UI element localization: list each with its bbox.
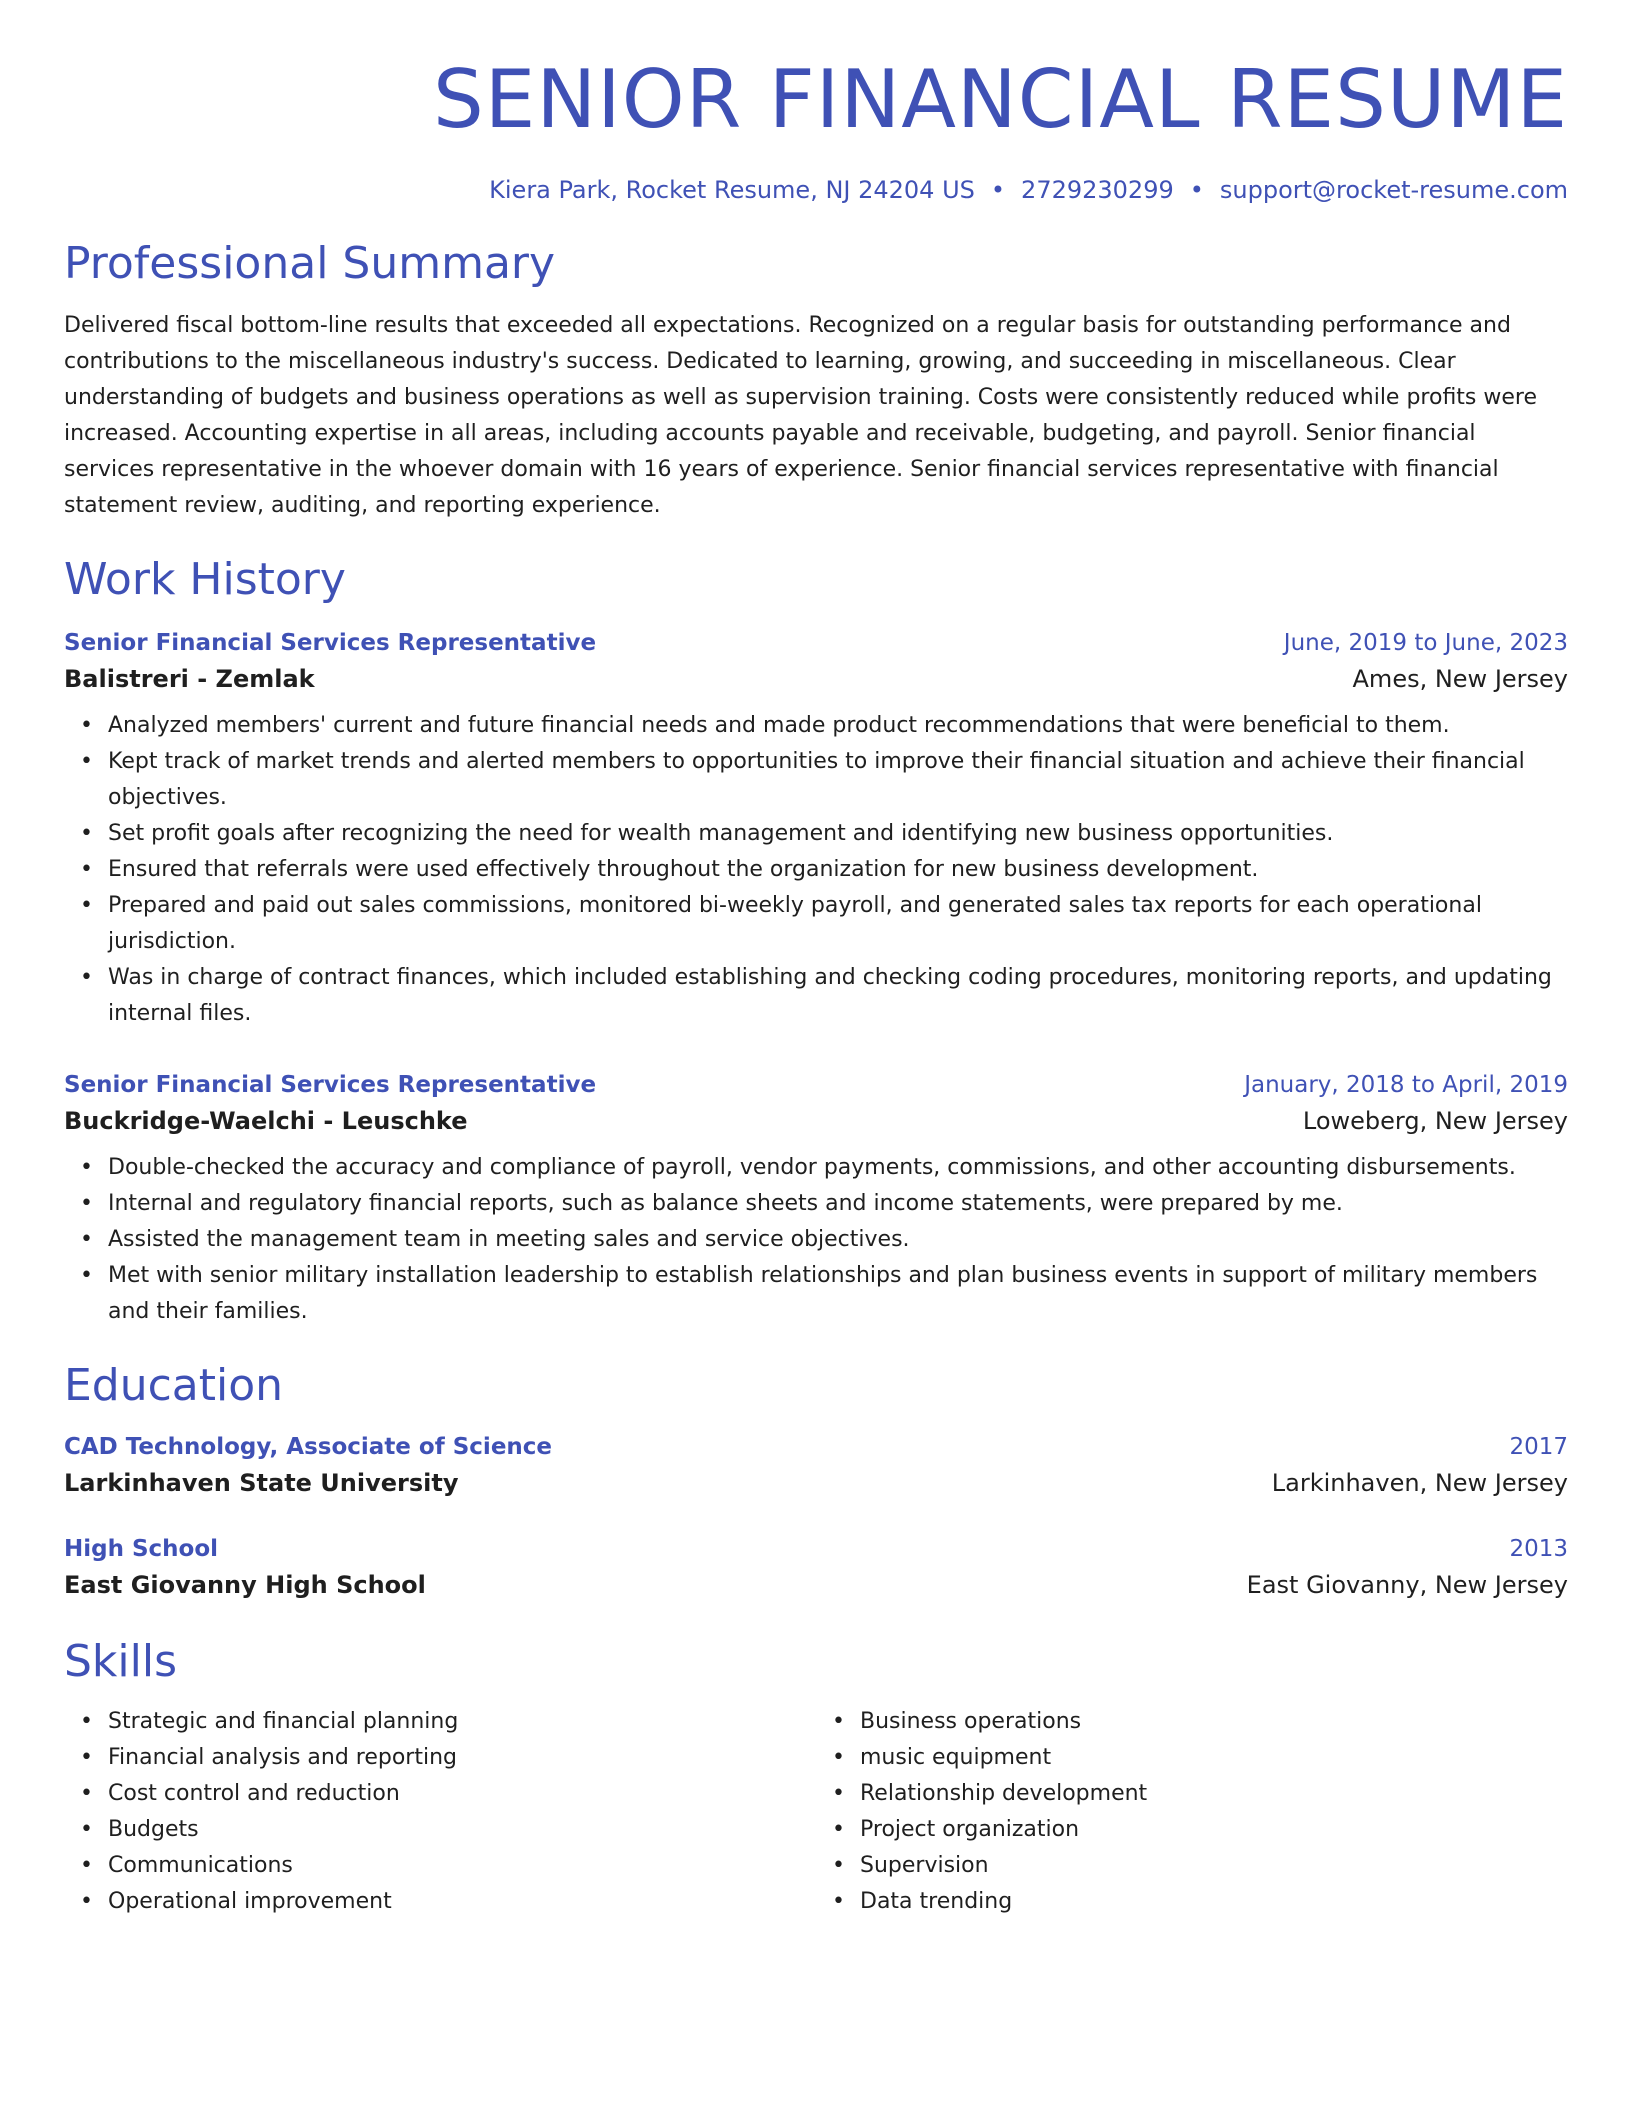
skill-text: Data trending [860,1889,1013,1914]
bullet-icon: • [80,893,93,918]
list-item [64,1258,1568,1330]
contact-line [64,174,1568,206]
bullet-icon: • [832,1781,845,1806]
bullet-icon: • [80,1889,93,1914]
bullet-icon: • [80,1853,93,1878]
bullet-icon: • [832,1709,845,1734]
job-title-row [64,1068,1568,1102]
bullet-icon: • [832,1853,845,1878]
contact-email: support@rocket-resume.com [1219,176,1568,204]
bullet-icon: • [80,857,93,882]
document-title: SENIOR FINANCIAL RESUME [433,53,1568,146]
degree-row [64,1430,1568,1464]
job-company: Buckridge-Waelchi - Leuschke [64,1107,468,1135]
job-dates: January, 2018 to April, 2019 [1244,1072,1568,1098]
contact-address: Kiera Park, Rocket Resume, NJ 24204 US [489,176,975,204]
job-dates: June, 2019 to June, 2023 [1283,630,1568,656]
section-heading-skills: Skills [64,1636,178,1687]
job-title: Senior Financial Services Representative [64,630,597,656]
skill-text: Cost control and reduction [108,1781,400,1806]
skills-column-left [64,1704,816,1920]
section-heading-summary: Professional Summary [64,238,556,289]
skill-text: Communications [108,1853,293,1878]
education-section [64,1358,1568,1604]
work-history-section [64,552,1568,1330]
bullet-icon: • [80,1745,93,1770]
list-item [64,1186,1568,1222]
bullet-icon: • [832,1817,845,1842]
job-entry [64,1068,1568,1330]
summary-text: Delivered fiscal bottom-line results that exceeded all expectations. Recognized on a regular basis for outstanding performance and contributions to the miscellaneous industry's success. Dedicated to learning, growing, and succeeding in miscellaneous. Clear understanding of budgets and business operations as well as supervision training. Costs were consistently reduced while profits were increased. Accounting expertise in all areas, including accounts payable and receivable, budgeting, and payroll. Senior financial services representative in the whoever domain with 16 years of experience. Senior financial services representative with financial statement review, auditing, and reporting experience. [64,313,1538,518]
job-location: Ames, New Jersey [1352,665,1568,693]
section-heading-education: Education [64,1360,284,1411]
bullet-icon: • [80,821,93,846]
list-item [816,1740,1568,1776]
contact-phone: 2729230299 [1021,176,1174,204]
bullet-icon: • [832,1745,845,1770]
job-entry [64,626,1568,1032]
skill-text: Financial analysis and reporting [108,1745,457,1770]
school-row [64,1566,1568,1604]
bullet-icon: • [80,713,93,738]
list-item-text: Was in charge of contract finances, which included establishing and checking coding procedures, monitoring reports, and updating internal files. [108,965,1552,1026]
school-location: Larkinhaven, New Jersey [1271,1469,1568,1497]
bullet-icon: • [80,749,93,774]
school-row [64,1464,1568,1502]
skills-section [64,1634,1568,1920]
job-duties-list [64,708,1568,1032]
list-item [816,1704,1568,1740]
education-entry [64,1532,1568,1604]
contact-separator: • [1189,176,1204,204]
list-item-text: Set profit goals after recognizing the need for wealth management and identifying new business opportunities. [108,821,1334,846]
list-item-text: Met with senior military installation leadership to establish relationships and plan business events in support of military members and their families. [108,1263,1538,1324]
school-name: Larkinhaven State University [64,1469,459,1497]
skill-text: music equipment [860,1745,1052,1770]
job-duties-list [64,1150,1568,1330]
section-heading-work-history: Work History [64,554,346,605]
skill-text: Budgets [108,1817,199,1842]
school-name: East Giovanny High School [64,1571,426,1599]
bullet-icon: • [80,1263,93,1288]
skill-text: Project organization [860,1817,1080,1842]
list-item [64,852,1568,888]
degree-row [64,1532,1568,1566]
skill-text: Strategic and financial planning [108,1709,459,1734]
bullet-icon: • [80,1781,93,1806]
summary-section [64,236,1568,524]
bullet-icon: • [80,1191,93,1216]
list-item [64,708,1568,744]
list-item [64,1848,816,1884]
school-location: East Giovanny, New Jersey [1246,1571,1568,1599]
skills-column-right [816,1704,1568,1920]
skill-text: Supervision [860,1853,989,1878]
graduation-year: 2017 [1509,1434,1568,1460]
job-title: Senior Financial Services Representative [64,1072,597,1098]
bullet-icon: • [80,1155,93,1180]
skill-text: Relationship development [860,1781,1148,1806]
resume-header [64,52,1568,206]
list-item [64,1150,1568,1186]
list-item [64,1740,816,1776]
skill-text: Business operations [860,1709,1082,1734]
job-company-row [64,660,1568,698]
list-item [816,1884,1568,1920]
list-item [816,1848,1568,1884]
list-item [64,1776,816,1812]
list-item [64,960,1568,1032]
graduation-year: 2013 [1509,1536,1568,1562]
list-item [64,1812,816,1848]
bullet-icon: • [80,1817,93,1842]
list-item-text: Double-checked the accuracy and compliance of payroll, vendor payments, commissions, and other accounting disbursements. [108,1155,1516,1180]
job-company-row [64,1102,1568,1140]
list-item-text: Prepared and paid out sales commissions, monitored bi-weekly payroll, and generated sales tax reports for each operational jurisdiction. [108,893,1482,954]
skills-list [64,1704,816,1920]
list-item-text: Ensured that referrals were used effectively throughout the organization for new business development. [108,857,1259,882]
list-item [816,1812,1568,1848]
list-item [64,744,1568,816]
job-title-row [64,626,1568,660]
skills-list [816,1704,1568,1920]
list-item [64,1884,816,1920]
list-item-text: Analyzed members' current and future financial needs and made product recommendations that were beneficial to them. [108,713,1450,738]
skill-text: Operational improvement [108,1889,392,1914]
list-item [64,888,1568,960]
bullet-icon: • [80,1227,93,1252]
list-item [64,1222,1568,1258]
list-item [64,1704,816,1740]
bullet-icon: • [80,965,93,990]
education-entry [64,1430,1568,1502]
list-item-text: Assisted the management team in meeting sales and service objectives. [108,1227,910,1252]
list-item [816,1776,1568,1812]
degree-title: CAD Technology, Associate of Science [64,1434,553,1460]
list-item-text: Internal and regulatory financial reports, such as balance sheets and income statements, were prepared by me. [108,1191,1343,1216]
bullet-icon: • [80,1709,93,1734]
job-company: Balistreri - Zemlak [64,665,315,693]
contact-separator: • [990,176,1006,204]
bullet-icon: • [832,1889,845,1914]
skills-grid [64,1704,1568,1920]
list-item [64,816,1568,852]
degree-title: High School [64,1536,219,1562]
job-location: Loweberg, New Jersey [1302,1107,1568,1135]
list-item-text: Kept track of market trends and alerted members to opportunities to improve their financial situation and achieve their financial objectives. [108,749,1525,810]
